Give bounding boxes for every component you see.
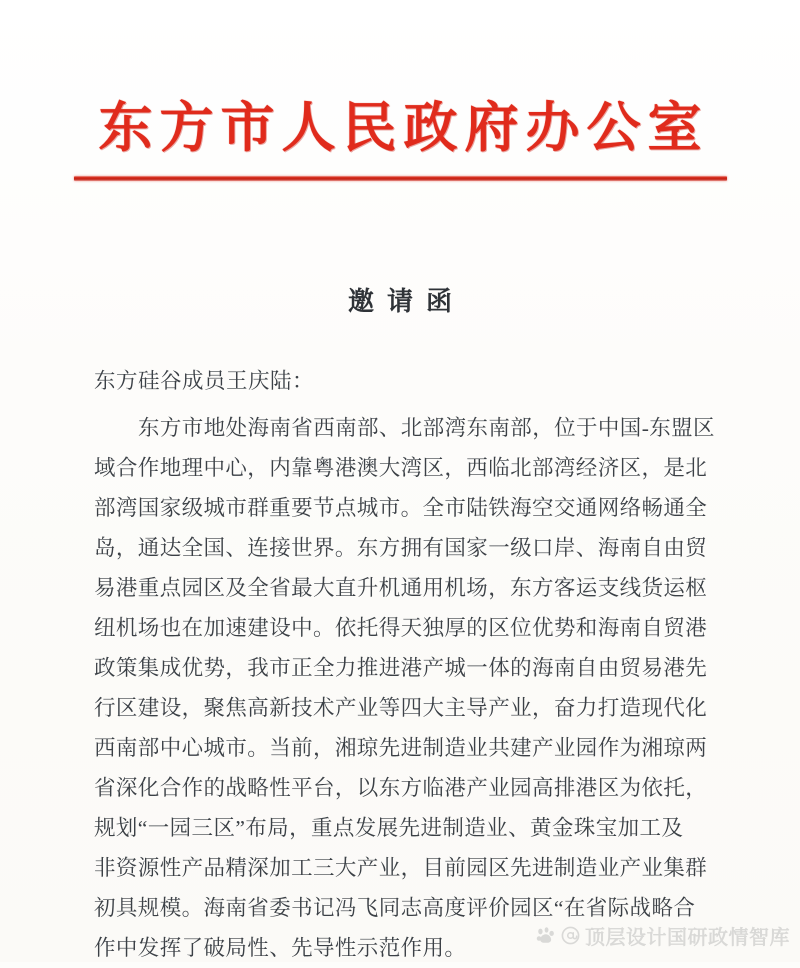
body-line: 纽机场也在加速建设中。依托得天独厚的区位优势和海南自贸港 [94,616,708,640]
document-title: 邀请函 [347,287,465,316]
body-line: 易港重点园区及全省最大直升机通用机场，东方客运支线货运枢 [94,576,708,600]
watermark-handle: 顶层设计国研政情智库 [585,927,790,949]
body-line: 部湾国家级城市群重要节点城市。全市陆铁海空交通网络畅通全 [94,496,708,520]
body-line: 作中发挥了破局性、先导性示范作用。 [94,936,467,960]
letterhead-organization-title: 东方市人民政府办公室 [98,98,709,158]
letterhead [0,96,800,161]
body-line: 省深化合作的战略性平台，以东方临港产业园高排港区为依托， [94,776,708,800]
body-line: 东方市地处海南省西南部、北部湾东南部，位于中国-东盟区 [138,416,715,440]
letterhead-red-divider [74,176,727,181]
body-line: 行区建设，聚焦高新技术产业等四大主导产业，奋力打造现代化 [94,696,708,720]
body-line: 域合作地理中心，内靠粤港澳大湾区，西临北部湾经济区，是北 [94,456,708,480]
body-line: 政策集成优势，我市正全力推进港产城一体的海南自由贸易港先 [94,656,708,680]
body-line: 西南部中心城市。当前，湘琼先进制造业共建产业园作为湘琼两 [94,736,708,760]
body-paragraph [94,408,715,968]
salutation-line: 东方硅谷成员王庆陆： [94,369,315,393]
body-line: 初具规模。海南省委书记冯飞同志高度评价园区“在省际战略合 [94,896,696,920]
body-line: 规划“一园三区”布局，重点发展先进制造业、黄金珠宝加工及 [94,816,684,840]
body-line: 岛，通达全国、连接世界。东方拥有国家一级口岸、海南自由贸 [94,536,708,560]
body-line: 非资源性产品精深加工三大产业，目前园区先进制造业产业集群 [94,856,708,880]
